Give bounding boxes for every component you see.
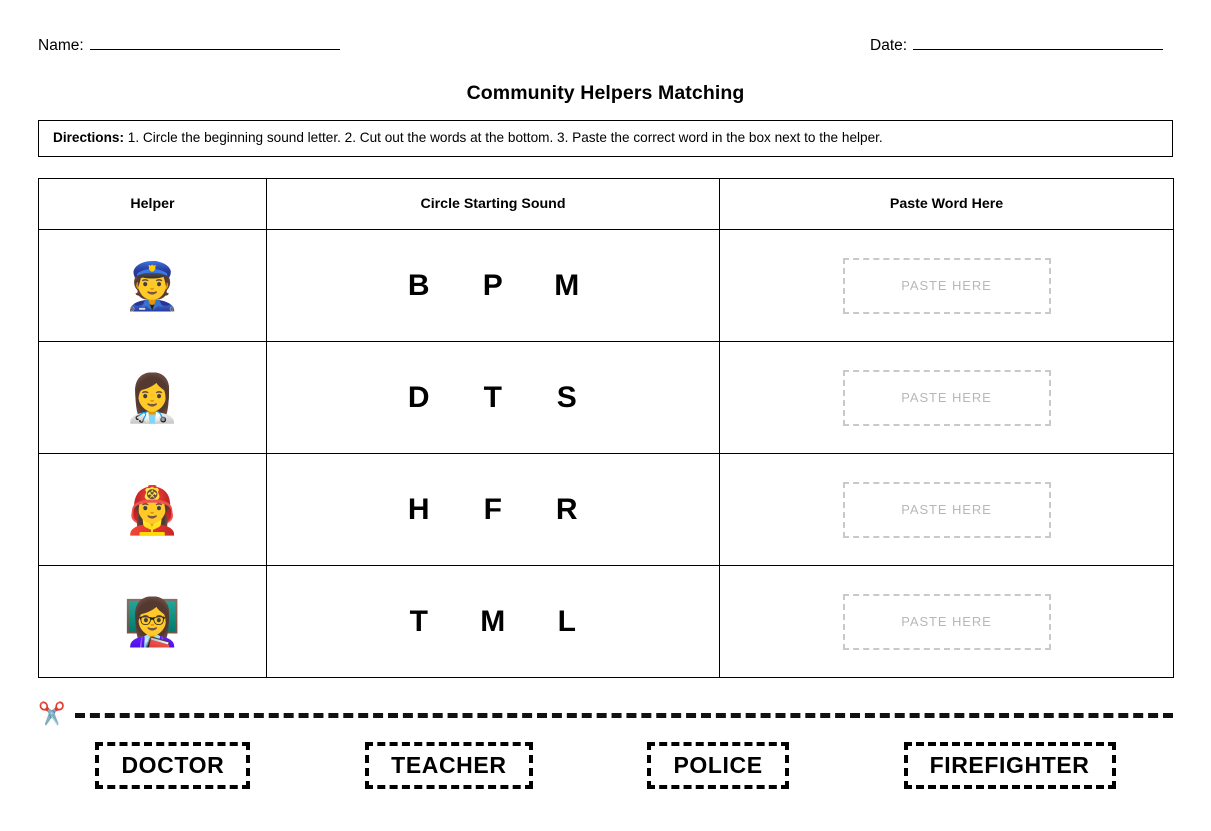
student-info-row	[38, 36, 1173, 60]
helper-cell	[39, 566, 267, 678]
police-officer-icon: 👮	[123, 258, 182, 313]
directions-label: Directions:	[53, 130, 125, 145]
name-write-line[interactable]	[90, 36, 340, 50]
name-field[interactable]	[38, 36, 340, 55]
paste-cell	[720, 230, 1174, 342]
matching-table	[38, 178, 1174, 678]
letter-choice-group	[267, 605, 719, 639]
table-body	[39, 230, 1174, 678]
letters-cell	[267, 454, 720, 566]
letters-cell	[267, 230, 720, 342]
name-label: Name:	[38, 37, 84, 54]
date-label: Date:	[870, 37, 908, 54]
letters-cell	[267, 342, 720, 454]
helper-cell	[39, 454, 267, 566]
table-header-row	[39, 179, 1174, 230]
page-title: Community Helpers Matching	[466, 82, 745, 104]
paste-cell	[720, 454, 1174, 566]
paste-target-box[interactable]: PASTE HERE	[843, 370, 1051, 426]
letter-option[interactable]: B	[407, 268, 431, 302]
word-card-strip	[38, 740, 1173, 790]
paste-target-box[interactable]: PASTE HERE	[843, 482, 1051, 538]
paste-target-box[interactable]: PASTE HERE	[843, 594, 1051, 650]
table-row	[39, 566, 1174, 678]
paste-cell	[720, 342, 1174, 454]
cut-line-row	[38, 700, 1173, 730]
letter-option[interactable]: M	[554, 268, 580, 302]
table-row	[39, 454, 1174, 566]
letter-choice-group	[267, 493, 719, 527]
letter-option[interactable]: T	[409, 604, 429, 638]
letters-cell	[267, 566, 720, 678]
letter-option[interactable]: L	[557, 604, 577, 638]
directions-box	[38, 120, 1173, 157]
letter-option[interactable]: M	[480, 604, 506, 638]
paste-target-box[interactable]: PASTE HERE	[843, 258, 1051, 314]
letter-option[interactable]: R	[555, 492, 579, 526]
table-header	[39, 179, 1174, 230]
directions-text: 1. Circle the beginning sound letter. 2. Cut out the words at the bottom. 3. Paste the correct word in the box next to the helper.	[127, 130, 883, 145]
letter-option[interactable]: H	[407, 492, 431, 526]
letter-choice-group	[267, 381, 719, 415]
word-card-firefighter[interactable]: FIREFIGHTER	[904, 742, 1116, 789]
letter-option[interactable]: P	[482, 268, 504, 302]
date-field[interactable]	[870, 36, 1163, 55]
cut-line	[75, 713, 1173, 718]
paste-cell	[720, 566, 1174, 678]
word-card-police[interactable]: POLICE	[647, 742, 788, 789]
word-card-doctor[interactable]: DOCTOR	[95, 742, 250, 789]
column-header-helper: Helper	[39, 179, 267, 230]
woman-teacher-icon: 👩‍🏫	[123, 594, 182, 649]
helper-cell	[39, 342, 267, 454]
helper-cell	[39, 230, 267, 342]
table-row	[39, 342, 1174, 454]
date-write-line[interactable]	[913, 36, 1163, 50]
letter-choice-group	[267, 269, 719, 303]
letter-option[interactable]: F	[483, 492, 503, 526]
table-row	[39, 230, 1174, 342]
letter-option[interactable]: D	[407, 380, 431, 414]
woman-firefighter-icon: 👩‍🚒	[123, 482, 182, 537]
column-header-circle-starting-sound: Circle Starting Sound	[267, 179, 720, 230]
letter-option[interactable]: S	[556, 380, 578, 414]
word-card-teacher[interactable]: TEACHER	[365, 742, 532, 789]
scissors-icon: ✂️	[38, 702, 66, 727]
letter-option[interactable]: T	[483, 380, 503, 414]
column-header-paste-word-here: Paste Word Here	[720, 179, 1174, 230]
woman-health-worker-icon: 👩‍⚕️	[123, 370, 182, 425]
